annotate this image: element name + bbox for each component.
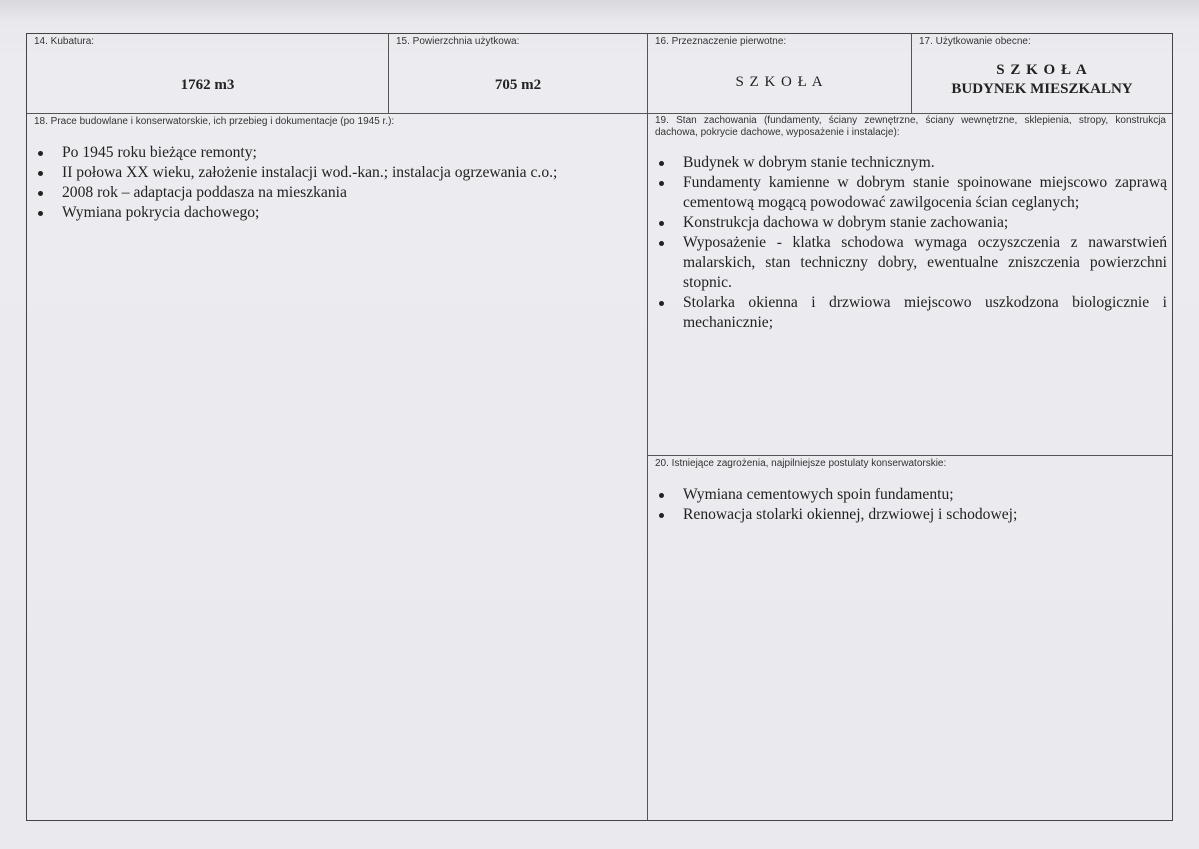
field-18-prace-budowlane [27, 114, 648, 820]
field-19-label: 19. Stan zachowania (fundamenty, ściany zewnętrzne, ściany wewnętrzne, sklepienia, stropy, konstrukcja dachowa, pokrycie dachowe, wyposażenie i instalacje): [655, 115, 1166, 138]
list-item: Budynek w dobrym stanie technicznym. [651, 153, 1167, 173]
field-14-label: 14. Kubatura: [34, 36, 95, 47]
field-18-list [30, 143, 630, 223]
field-20-list [651, 485, 1167, 525]
record-form-table [26, 33, 1173, 821]
field-20-label: 20. Istniejące zagrożenia, najpilniejsze postulaty konserwatorskie: [655, 458, 947, 469]
field-19-list [651, 153, 1167, 333]
list-item: Stolarka okienna i drzwiowa miejscowo uszkodzona biologicznie i mechanicznie; [651, 293, 1167, 333]
field-17-value-line2: BUDYNEK MIESZKALNY [951, 81, 1133, 97]
field-14-kubatura [27, 34, 389, 114]
field-15-label: 15. Powierzchnia użytkowa: [396, 36, 520, 47]
field-14-value: 1762 m3 [180, 77, 235, 93]
field-15-value: 705 m2 [494, 77, 542, 93]
list-item: Po 1945 roku bieżące remonty; [30, 143, 630, 163]
list-item: Renowacja stolarki okiennej, drzwiowej i schodowej; [651, 505, 1167, 525]
list-item: Wymiana cementowych spoin fundamentu; [651, 485, 1167, 505]
field-16-label: 16. Przeznaczenie pierwotne: [655, 36, 787, 47]
field-17-uzytkowanie [912, 34, 1172, 114]
field-16-value: S Z K O Ł A [735, 74, 824, 90]
list-item: Wyposażenie - klatka schodowa wymaga oczyszczenia z nawarstwień malarskich, stan techniczny dobry, ewentualne zniszczenia powierzchni stopnic. [651, 233, 1167, 293]
field-18-label: 18. Prace budowlane i konserwatorskie, ich przebieg i dokumentacje (po 1945 r.): [34, 116, 395, 127]
field-19-stan-zachowania [648, 114, 1172, 456]
list-item: Konstrukcja dachowa w dobrym stanie zachowania; [651, 213, 1167, 233]
field-15-powierzchnia [389, 34, 648, 114]
list-item: II połowa XX wieku, założenie instalacji wod.-kan.; instalacja ogrzewania c.o.; [30, 163, 630, 183]
field-17-label: 17. Użytkowanie obecne: [919, 36, 1031, 47]
list-item: Wymiana pokrycia dachowego; [30, 203, 630, 223]
list-item: Fundamenty kamienne w dobrym stanie spoinowane miejscowo zaprawą cementową mogącą powodować zawilgocenia ścian ceglanych; [651, 173, 1167, 213]
field-17-value-line1: S Z K O Ł A [996, 62, 1088, 78]
list-item: 2008 rok – adaptacja poddasza na mieszkania [30, 183, 630, 203]
field-16-przeznaczenie [648, 34, 912, 114]
field-20-zagrozenia [648, 456, 1172, 820]
